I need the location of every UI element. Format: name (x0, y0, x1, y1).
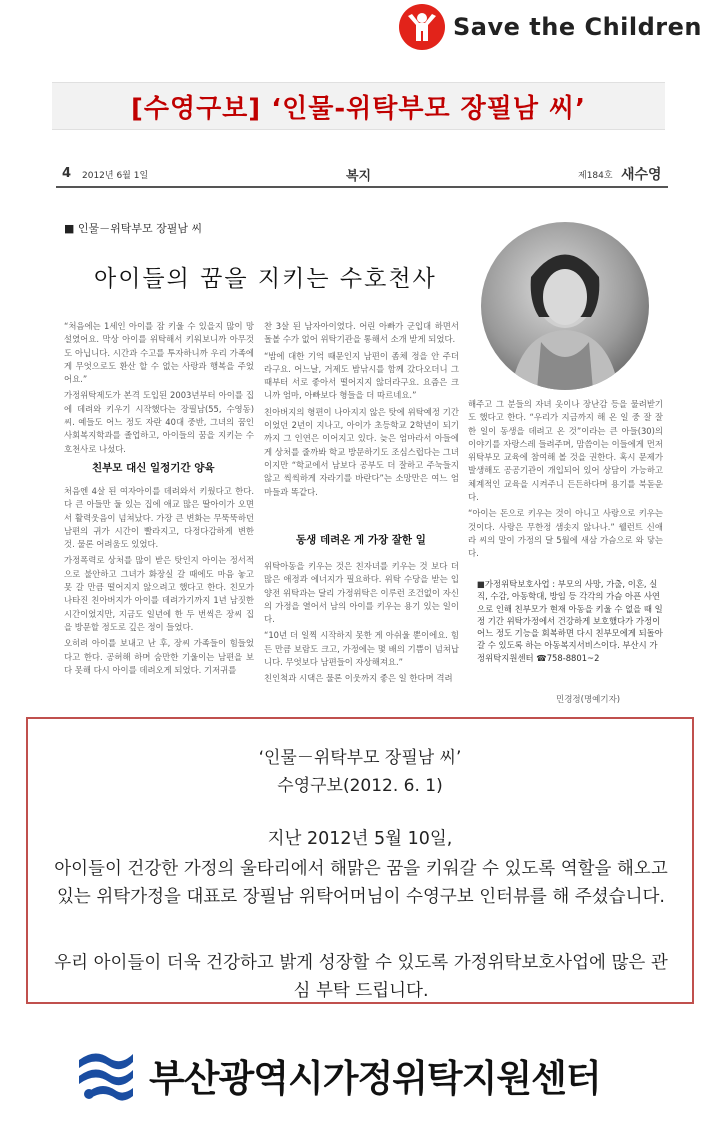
paragraph: 가정위탁제도가 본격 도입된 2003년부터 아이를 집에 데려와 키우기 시작했다는 장필남(55, 수영동) 씨. 예들도 어느 정도 자란 40대 중반, 그녀의 꿈인 사회복지학과를 졸업하고, 아이들의 꿈을 지키는 수호천사로 나섰다. (64, 390, 254, 454)
summary-note-box (26, 717, 694, 1004)
org-name: 부산광역시가정위탁지원센터 (149, 1057, 601, 1100)
paragraph: “처음에는 1세인 아이를 잠 키울 수 있을지 많이 망설였어요. 막상 아이를 위탁해서 키워보니까 아무것도 아닙니다. 시간과 수고를 투자하니까 우리 가족에게 무엇으로도 환산 할 수 없는 사랑과 행복을 주었어요.” (64, 321, 254, 385)
note-paragraph-1: 아이들이 건강한 가정의 울타리에서 해맑은 꿈을 키워갈 수 있도록 역할을 해오고 있는 위탁가정을 대표로 장필남 위탁어머님이 수영구보 인터뷰를 해 주셨습니다. (54, 859, 668, 907)
note-date: 지난 2012년 5월 10일, (267, 829, 453, 849)
paragraph: 친인척과 시댁은 물론 이웃까지 좋은 일 한다며 격려 (264, 673, 453, 684)
portrait-photo (481, 222, 649, 390)
article-column-3 (468, 398, 663, 564)
article-column-1b (64, 485, 254, 680)
headline-banner (52, 82, 665, 130)
note-source: 수영구보(2012. 6. 1) (277, 776, 443, 796)
child-raising-arms-icon (399, 4, 445, 50)
busan-wave-logo-icon (75, 1046, 137, 1104)
save-the-children-logo (399, 4, 702, 50)
page-number: 4 (62, 166, 72, 181)
note-paragraph-2: 우리 아이들이 더욱 건강하고 밝게 성장할 수 있도록 가정위탁보호사업에 많은 관심 부탁 드립니다. (54, 953, 668, 1001)
article-column-1 (64, 320, 254, 459)
paragraph: “10년 더 일찍 시작하지 못한 게 아쉬울 뿐이에요. 힘든 만큼 보람도 크고, 가정에는 몇 배의 기쁨이 넘쳐납니다. 무엇보다 남편들이 자상해져요.” (264, 630, 459, 668)
article-column-2b (264, 560, 459, 689)
program-info: ■가정위탁보호사업 : 부모의 사망, 가출, 이혼, 실직, 수감, 아동학대, 방임 등 각각의 가슴 아픈 사연으로 인해 친부모가 현재 아동을 키울 수 없을 때 일정 기간 위탁가정에서 건강하게 보호했다가 가정이 어느 정도 기능을 회복하면 다시 친부모에게 되돌아 갈 수 있도록 하는 아동복지서비스이다. 부산시 가정위탁지원센터 ☎758-8801~2 (477, 579, 663, 663)
paragraph: 가정폭력로 상처를 많이 받은 탓인지 아이는 정서적으로 불안하고 그녀가 화장실 갈 때에도 마음 놓고 못 갈 만큼 떨어지지 않으려고 했다고 한다. 친모가 나타진 친아버지가 아이를 데려가기까지 1년 남짓한 시간이었지만, 지금도 일년에 한 두 번씩은 장씨 집을 방문할 정도로 깊은 정이 들었다. (64, 555, 254, 632)
article-kicker: ■ 인물－위탁부모 장필남 씨 (64, 222, 203, 235)
section-name: 복지 (346, 169, 372, 184)
paragraph: 해주고 그 분들의 자녀 옷이나 장난감 등을 물려받기도 했다고 한다. “우리가 지금까지 해 온 일 중 잘 잘한 일이 동생을 데려고 온 것”이라는 큰 아들(30)의 이야기를 자랑스레 들려주며, 맘씀이는 이들에게 먼저 위탁부모 교육에 참여해 볼 것을 권한다. 혹시 문제가 발생해도 공공기관이 개입되어 있어 상담이 가능하고 체계적인 교육을 시켜주니 든든하다며 용기를 북돋운다. (468, 399, 663, 503)
newspaper-name: 새수영 (621, 167, 662, 183)
footer-org (75, 1045, 655, 1105)
paragraph: “밤에 대한 기억 때문인지 남편이 좀체 정을 안 주더라구요. 어느날, 거제도 밤낚시를 함께 갔다오더니 그 때부터 서로 좋아서 떨어지지 않더라구요. 요즘은 크니까 엄마, 아빠보다 형들을 더 따르네요.” (264, 350, 459, 401)
newspaper-clipping (56, 160, 668, 705)
issue-number: 제184호 (578, 171, 613, 181)
article-title: 아이들의 꿈을 지키는 수호천사 (94, 266, 437, 292)
paragraph: 친아버지의 형편이 나아지지 않은 탓에 위탁예정 기간이었던 2년이 지나고, 아이가 초등학교 2학년이 되기까지 그 인연은 이어지고 있다. 늦은 엄마라서 아들에게 상처를 줄까봐 학교 방문하기도 조심스럽다는 그녀이지만 “학교에서 남보다 공부도 더 잘하고 주눅들지 않고 씩씩하게 자라기를 바란다”는 소망만은 여느 엄마들과 똑같다. (264, 406, 459, 497)
paragraph: 위탁아동을 키우는 것은 친자녀를 키우는 것 보다 더 많은 애정과 에너지가 필요하다. 위탁 수당을 받는 입양전 위탁과는 달리 가정위탁은 이루런 조건없이 자신의 가정을 열어서 남의 아이를 키우는 용기 있는 일이다. (264, 561, 459, 625)
paragraph: 오히려 아이를 보내고 난 후, 장씨 가족들이 힘들었다고 한다. 공허해 하며 숨만한 기울이는 남편을 보다 못해 다시 아이를 데려오게 되었다. 기저귀를 (64, 638, 254, 675)
newspaper-masthead (56, 160, 668, 188)
brand-name: Save the Children (453, 13, 702, 41)
subheading-1: 친부모 대신 일정기간 양육 (92, 462, 215, 474)
byline: 민경정(명예기자) (556, 695, 621, 705)
article-column-2 (264, 320, 459, 502)
subheading-2: 동생 데려온 게 가장 잘한 일 (296, 534, 426, 546)
note-article-title: ‘인물－위탁부모 장필남 씨’ (258, 748, 462, 768)
paragraph: 찬 3살 된 남자아이였다. 어린 아빠가 군입대 하면서 돌볼 수가 없어 위탁기관을 통해서 소개 받게 되었다. (264, 321, 459, 345)
issue-date: 2012년 6월 1일 (82, 171, 149, 181)
paragraph: “아이는 돈으로 키우는 것이 아니고 사랑으로 키우는 것이다. 사랑은 무한정 샘솟지 않나나.” 웰런트 신애라 씨의 말이 가정의 달 5월에 새삼 가슴으로 와 닿는다. (468, 508, 663, 559)
headline-text: [수영구보] ‘인물-위탁부모 장필남 씨’ (130, 93, 587, 124)
paragraph: 처음엔 4살 된 여자아이를 데려와서 키웠다고 한다. 다 큰 아들만 둘 있는 집에 애교 많은 딸아이가 오면서 활력웃음이 넘쳐났다. 가장 큰 변화는 무뚝뚝하던 남편의 귀가 시간이 빨라지고, 다정다감하게 변한 것. 물론 어려움도 있었다. (64, 486, 254, 550)
